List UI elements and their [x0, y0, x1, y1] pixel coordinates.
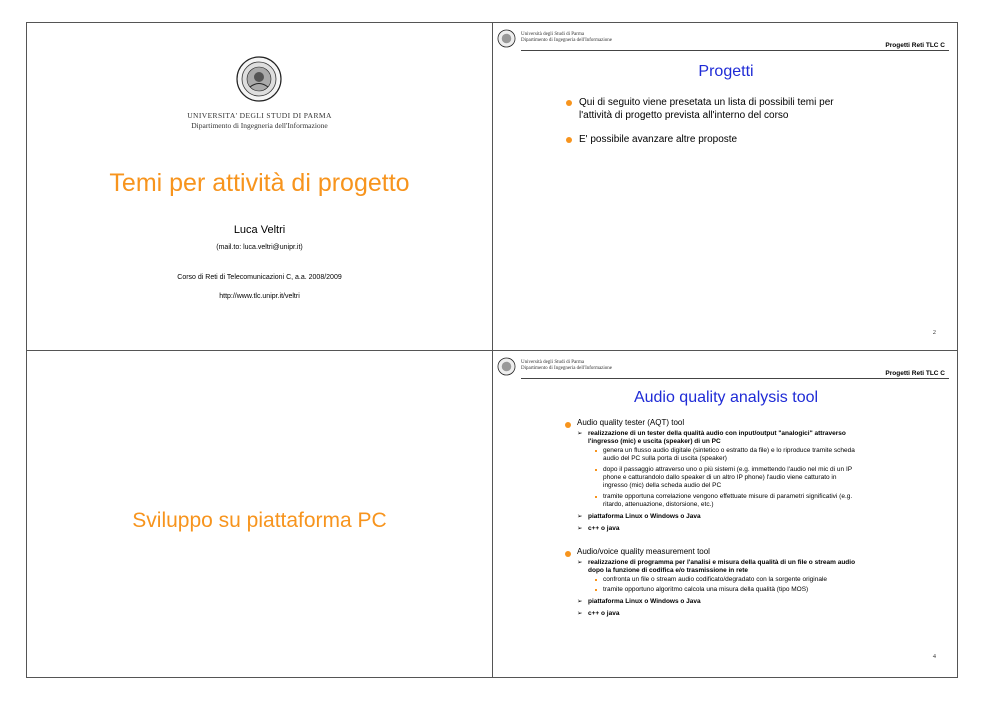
detail-item: [603, 466, 852, 490]
bullet-dot-icon: [566, 100, 572, 106]
university-seal-icon: [497, 357, 516, 376]
university-seal-icon: [497, 29, 516, 48]
slide-progetti: [493, 23, 959, 350]
header-rule: [521, 378, 949, 379]
slide-title: [27, 23, 492, 350]
slide-section: [27, 351, 492, 679]
header-department-line: Dipartimento di Ingegneria dell'Informazione: [521, 38, 613, 43]
slide-heading: Progetti: [698, 63, 754, 80]
bullet-text-line: Qui di seguito viene presetata un lista di possibili temi per: [579, 97, 834, 108]
university-name: UNIVERSITA' DEGLI STUDI DI PARMA: [187, 111, 332, 120]
presentation-title: Temi per attività di progetto: [109, 169, 410, 197]
arrow-bullet-icon: ➢: [577, 513, 583, 520]
detail-line: dopo il passaggio attraverso uno o più sistemi (e.g. immettendo l'audio nel mic di un IP: [603, 466, 853, 473]
detail-item: [603, 493, 852, 509]
small-bullet-icon: [595, 450, 597, 452]
bullet-item: Audio quality tester (AQT) tool: [577, 418, 685, 427]
sub-bullet: [588, 430, 846, 446]
small-bullet-icon: [595, 469, 597, 471]
university-seal-icon: [236, 56, 282, 102]
sub-bullet: [588, 559, 855, 575]
sub-bullet-line: l'ingresso (mic) e uscita (speaker) di un PC: [588, 438, 721, 445]
sub-bullet: c++ o java: [588, 525, 620, 532]
author-name: Luca Veltri: [233, 224, 286, 236]
course-name: Corso di Reti di Telecomunicazioni C, a.a. 2008/2009: [177, 274, 342, 281]
bullet-dot-icon: [566, 137, 572, 143]
sub-bullet: c++ o java: [588, 610, 620, 617]
slide-sheet: [26, 22, 958, 678]
page-number: 2: [932, 329, 936, 336]
detail-line: tramite opportuna correlazione vengono effettuate misure di parametri significativi (e.g.: [603, 493, 853, 500]
header-department-line: Dipartimento di Ingegneria dell'Informazione: [521, 366, 613, 371]
header-university: [521, 360, 612, 372]
sub-bullet: piattaforma Linux o Windows o Java: [588, 598, 701, 605]
sub-bullet-line: realizzazione di un tester della qualità audio con input/output "analogici" attraverso: [588, 430, 846, 437]
small-bullet-icon: [595, 579, 597, 581]
section-title: Sviluppo su piattaforma PC: [132, 509, 387, 532]
header-university: [521, 32, 612, 44]
bullet-item: [579, 96, 834, 122]
arrow-bullet-icon: ➢: [577, 430, 583, 437]
slide-heading: Audio quality analysis tool: [633, 389, 819, 406]
detail-item: confronta un file o stream audio codificato/degradato con la sorgente originale: [603, 576, 828, 583]
header-university-line: Università degli Studi di Parma: [521, 360, 585, 365]
small-bullet-icon: [595, 589, 597, 591]
detail-line: ingresso (mic) della scheda audio del PC: [603, 482, 722, 489]
detail-line: phone e catturandolo dallo speaker di un altro IP phone) l'audio viene catturato in: [603, 474, 837, 481]
sub-bullet: piattaforma Linux o Windows o Java: [588, 513, 701, 520]
page-number: 4: [932, 653, 936, 660]
bullet-item: E' possibile avanzare altre proposte: [579, 134, 738, 145]
slide-audio-quality: [493, 351, 959, 679]
bullet-dot-icon: [565, 551, 571, 557]
bullet-text-line: l'attività di progetto prevista all'interno del corso: [579, 110, 789, 121]
course-url: http://www.tlc.unipr.it/veltri: [219, 293, 300, 300]
arrow-bullet-icon: ➢: [577, 525, 583, 532]
bullet-item: Audio/voice quality measurement tool: [577, 547, 710, 556]
small-bullet-icon: [595, 496, 597, 498]
detail-line: ritardo, attenuazione, distorsione, etc.): [603, 501, 714, 508]
header-course-tag: Progetti Reti TLC C: [885, 370, 945, 377]
header-course-tag: Progetti Reti TLC C: [885, 42, 945, 49]
detail-item: tramite opportuno algoritmo calcola una misura della qualità (tipo MOS): [603, 586, 809, 593]
header-university-line: Università degli Studi di Parma: [521, 32, 585, 37]
header-rule: [521, 50, 949, 51]
bullet-dot-icon: [565, 422, 571, 428]
detail-item: [603, 447, 855, 463]
arrow-bullet-icon: ➢: [577, 559, 583, 566]
sub-bullet-line: dopo la funzione di codifica e/o trasmissione in rete: [588, 567, 748, 574]
arrow-bullet-icon: ➢: [577, 610, 583, 617]
author-email: (mail.to: luca.veltri@unipr.it): [216, 244, 303, 251]
department-name: Dipartimento di Ingegneria dell'Informazione: [191, 121, 328, 130]
detail-line: genera un flusso audio digitale (sintetico o estratto da file) e lo riproduce tramite scheda: [603, 447, 855, 454]
arrow-bullet-icon: ➢: [577, 598, 583, 605]
detail-line: audio del PC sulla porta di uscita (speaker): [603, 455, 727, 462]
sub-bullet-line: realizzazione di programma per l'analisi e misura della qualità di un file o stream audio: [588, 559, 856, 566]
